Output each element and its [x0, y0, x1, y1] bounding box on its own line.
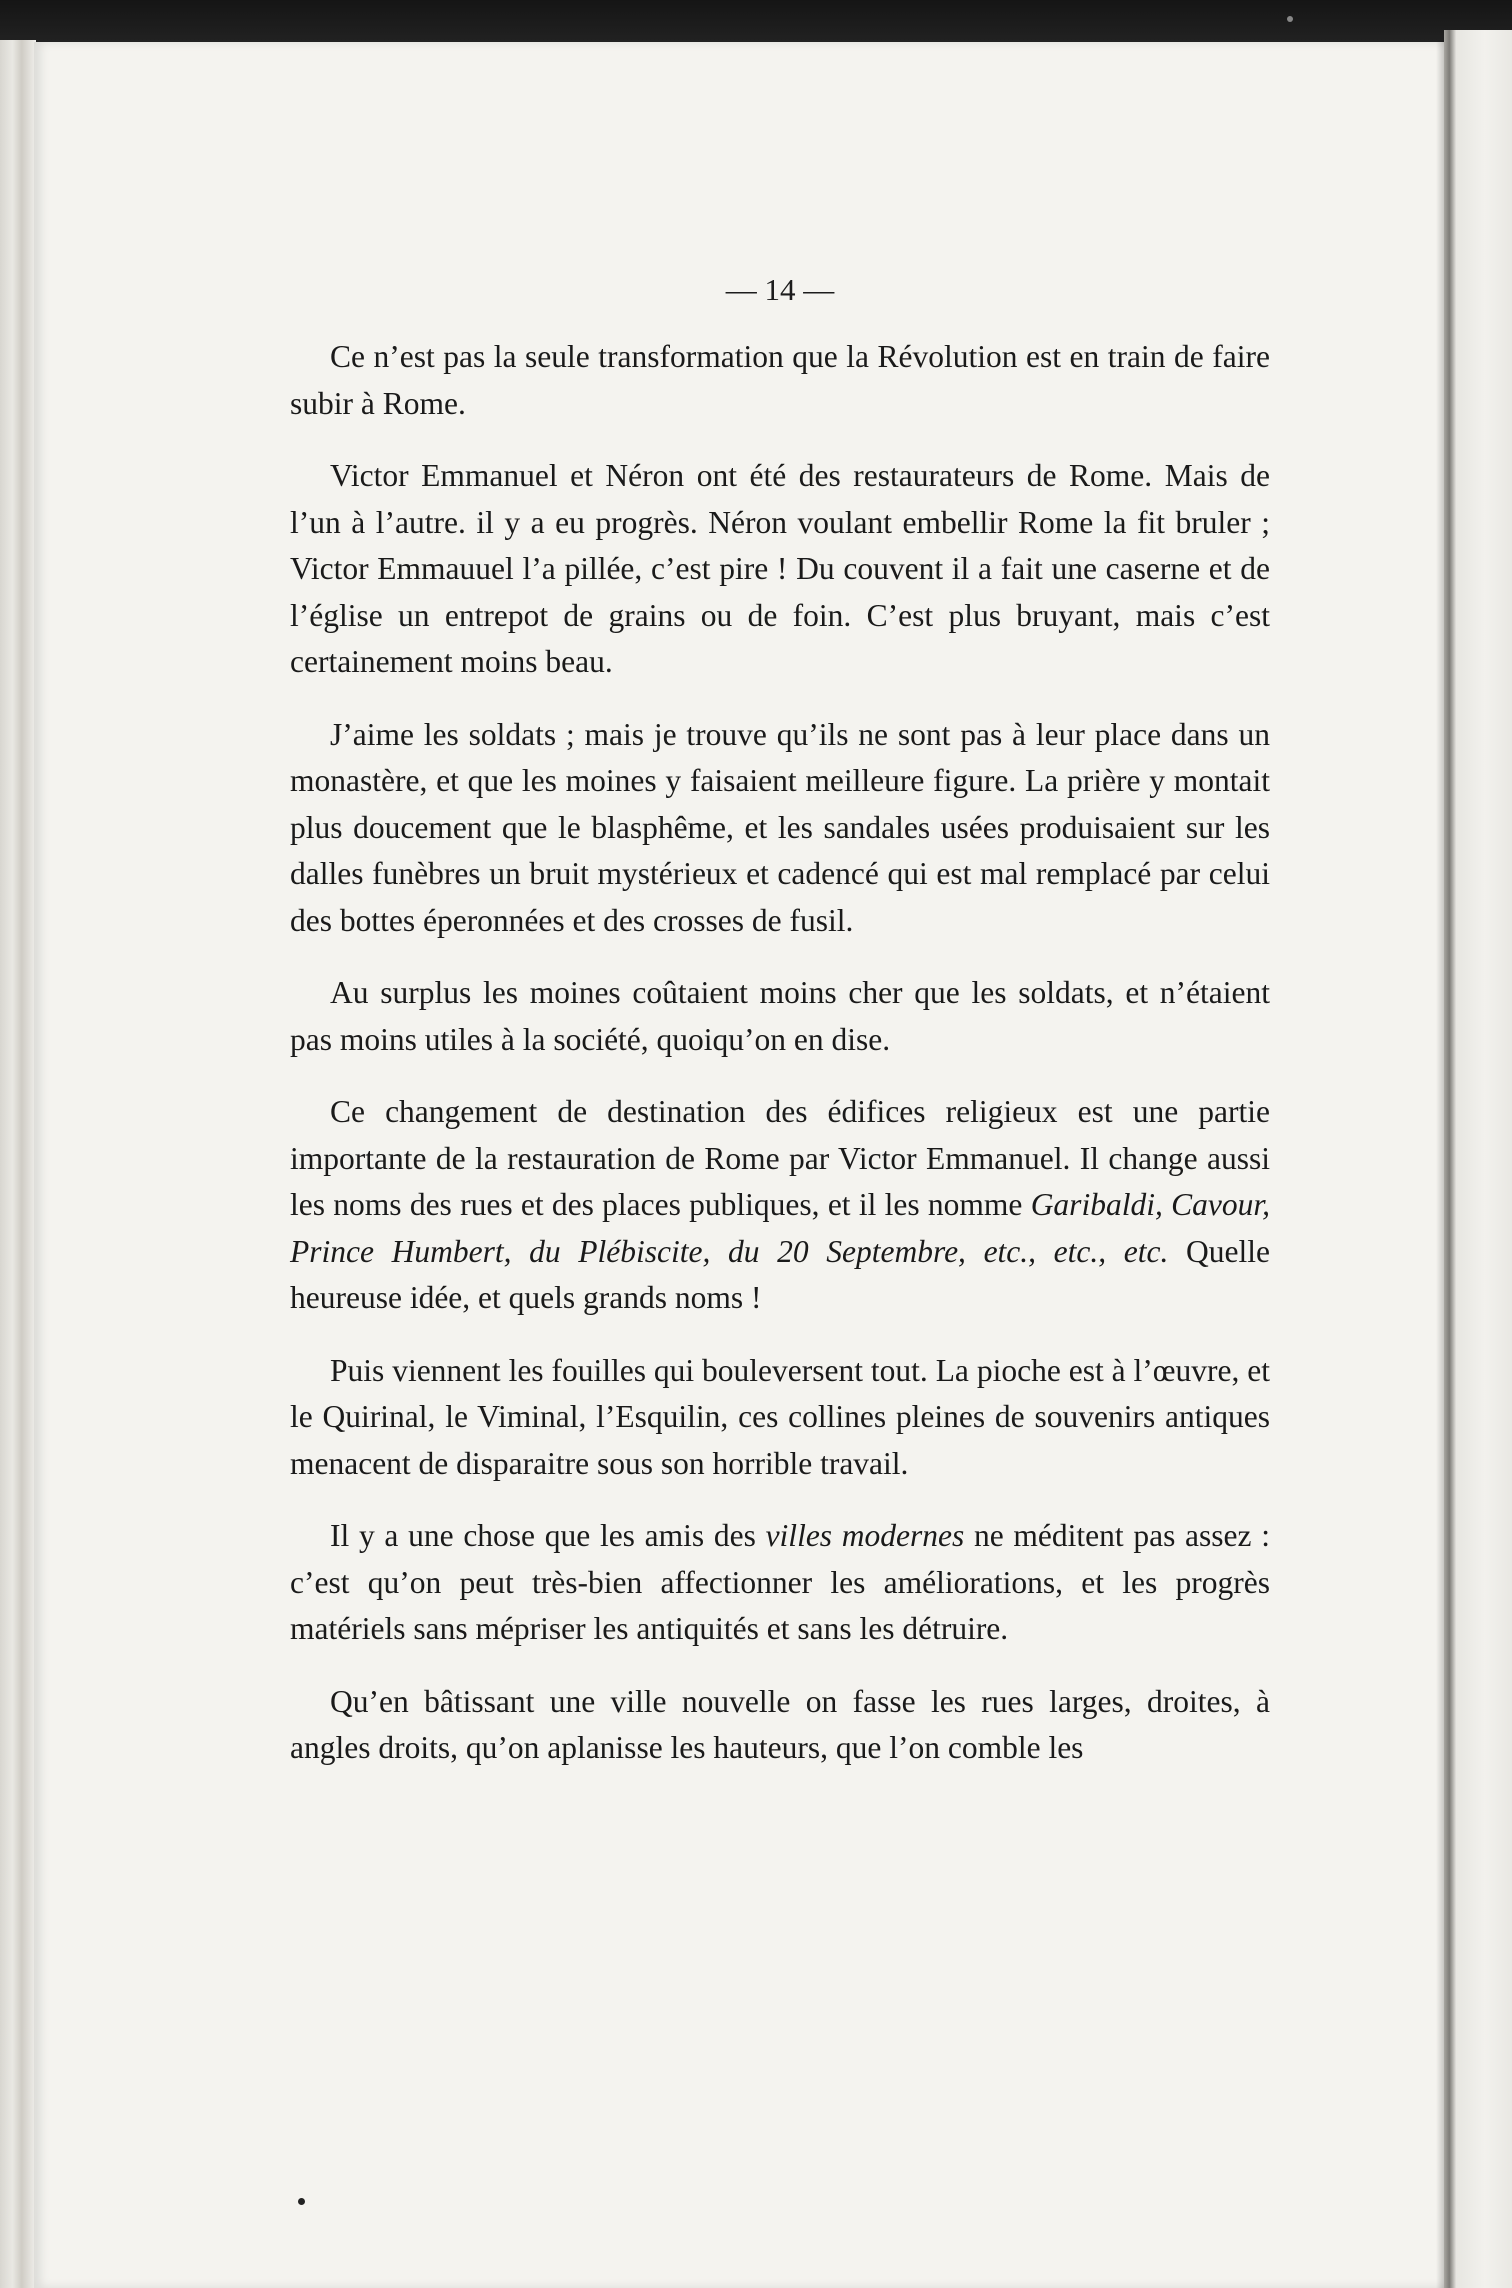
paragraph-text: ne méditent pas assez : c’est qu’on peut très-bien affectionner les améliorations, et les progrès matériels sans mépriser les antiquités et sans les détruire.	[290, 1518, 1270, 1646]
paragraph-text: J’aime les soldats ; mais je trouve qu’ils ne sont pas à leur place dans un monastère, et que les moines y faisaient meilleure figure. La prière y montait plus doucement que le blasphême, et les sandales usées produisaient sur les dalles funèbres un bruit mystérieux et cadencé qui est mal remplacé par celui des bottes éperonnées et des crosses de fusil.	[290, 716, 1270, 938]
dust-speck	[1287, 16, 1293, 22]
book-right-edge	[1444, 30, 1512, 2288]
paragraph-text: Puis viennent les fouilles qui bouleversent tout. La pioche est à l’œuvre, et le Quirinal, le Viminal, l’Esquilin, ces collines pleines de souvenirs antiques menacent de disparaitre sous son horrible travail.	[290, 1352, 1270, 1481]
paragraph	[290, 1089, 1270, 1322]
paragraph-text: Quelle heureuse idée, et quels grands noms !	[290, 1233, 1271, 1315]
paragraph	[290, 1348, 1270, 1488]
paragraph-text: Victor Emmanuel et Néron ont été des restaurateurs de Rome. Mais de l’un à l’autre. il y a eu progrès. Néron voulant embellir Rome la fit bruler ; Victor Emmauuel l’a pillée, c’est pire ! Du couvent il a fait une caserne et de l’église un entrepot de grains ou de foin. C’est plus bruyant, mais c’est certainement moins beau.	[290, 458, 1270, 679]
street-names-italic: Garibaldi, Cavour, Prince Humbert, du Plébiscite, du 20 Septembre, etc., etc., etc.	[290, 1187, 1270, 1269]
paragraph-text: Au surplus les moines coûtaient moins cher que les soldats, et n’étaient pas moins utiles à la société, quoiqu’on en dise.	[290, 975, 1270, 1057]
book-left-edge	[0, 40, 36, 2288]
page-gutter-shadow	[1436, 40, 1444, 2288]
paragraph-text: Qu’en bâtissant une ville nouvelle on fasse les rues larges, droites, à angles droits, qu’on aplanisse les hauteurs, que l’on comble les	[290, 1683, 1270, 1765]
paragraph-text: Ce changement de destination des édifices religieux est une partie importante de la restauration de Rome par Victor Emmanuel. Il change aussi les noms des rues et des places publiques, et il les nomme	[290, 1094, 1270, 1222]
paragraph	[290, 970, 1270, 1063]
body-text	[290, 334, 1270, 1798]
paragraph	[290, 712, 1270, 945]
paragraph-continued	[290, 1679, 1270, 1772]
villes-modernes-italic: villes modernes	[765, 1518, 965, 1553]
paragraph	[290, 453, 1270, 686]
page-number: — 14 —	[725, 272, 835, 307]
ink-speck	[298, 2198, 305, 2205]
paragraph	[290, 1513, 1270, 1653]
paragraph	[290, 334, 1270, 427]
paragraph-text: Ce n’est pas la seule transformation que la Révolution est en train de faire subir à Rome.	[290, 339, 1270, 421]
paragraph-text: Il y a une chose que les amis des	[330, 1518, 766, 1553]
